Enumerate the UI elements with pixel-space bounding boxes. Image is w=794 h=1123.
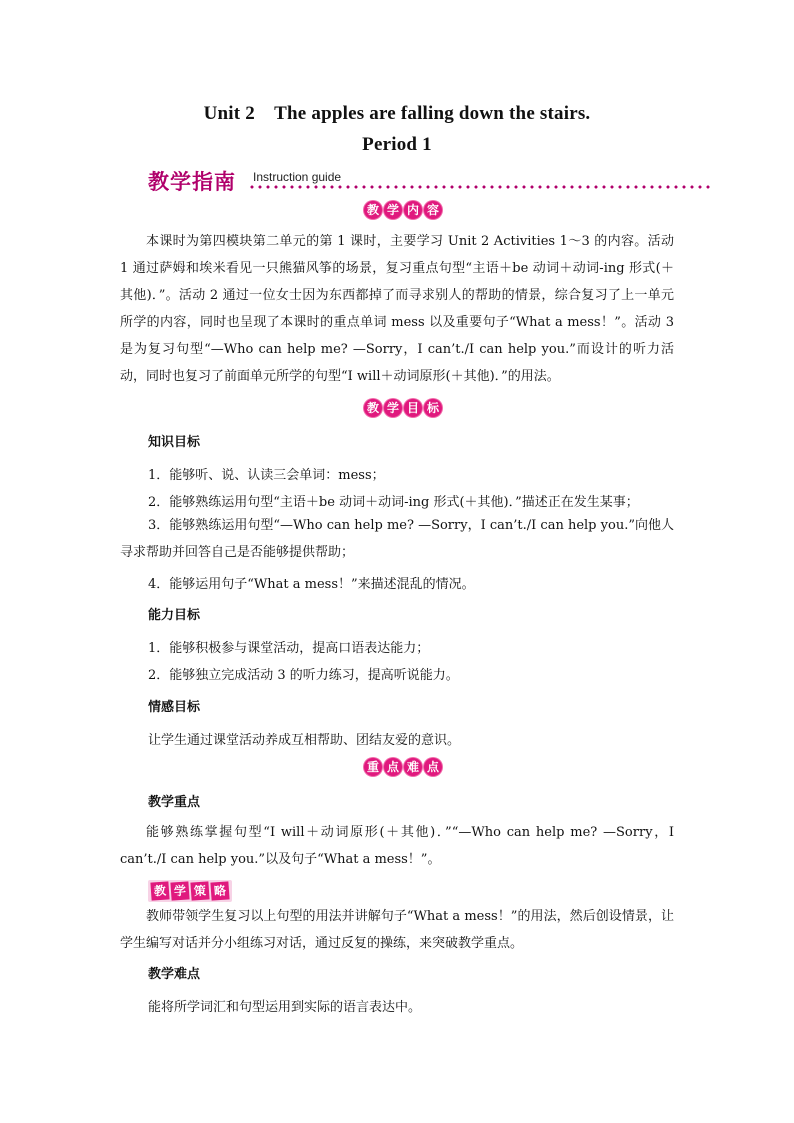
badge-char: 容 [424, 201, 442, 219]
badge-char: 略 [210, 881, 229, 900]
badge-char: 教 [364, 399, 382, 417]
difficulty-text: 能将所学词汇和句型运用到实际的语言表达中。 [148, 1000, 422, 1015]
knowledge-item: 1．能够听、说、认读三会单词：mess； [148, 468, 385, 483]
badge-char: 难 [404, 758, 422, 776]
badge-char: 重 [364, 758, 382, 776]
guide-en-label: Instruction guide [253, 170, 342, 184]
guide-cn-label: 教学指南 [148, 170, 236, 194]
content-paragraph: 本课时为第四模块第二单元的第 1 课时，主要学习 Unit 2 Activities 1～3 的内容。活动 1 通过萨姆和埃米看见一只熊猫风筝的场景，复习重点句型“主语＋be 动词＋动词-ing 形式(＋其他)．”。活动 2 通过一位女士因为东西都掉了而寻求别人的帮助的情景，综合复习了上一单元所学的内容，同时也呈现了本课时的重点单词 mess 以及重要句子“What a mess！”。活动 3 是为复习句型“—Who can help me? —Sorry，I can’t./I can help you.”而设计的听力活动，同时也复习了前面单元所学的句型“I will＋动词原形(＋其他)．”的用法。 [120, 234, 674, 384]
emotion-goals-heading: 情感目标 [148, 700, 201, 715]
badge-char: 教 [150, 881, 169, 900]
badge-char: 点 [384, 758, 402, 776]
strategy-text: 教师带领学生复习以上句型的用法并讲解句子“What a mess！”的用法，然后创设情景，让学生编写对话并分小组练习对话，通过反复的操练，来突破教学重点。 [120, 909, 674, 951]
instruction-guide-header [148, 166, 710, 196]
badge-char: 学 [170, 881, 189, 900]
knowledge-item: 2．能够熟练运用句型“主语＋be 动词＋动词-ing 形式(＋其他)．”描述正在发生某事； [148, 495, 639, 510]
knowledge-item: 3．能够熟练运用句型“—Who can help me? —Sorry，I can’t./I can help you.”向他人寻求帮助并回答自己是否能够提供帮助； [120, 518, 674, 560]
section-badge-teaching-goals [364, 399, 442, 417]
section-badge-teaching-content [364, 201, 442, 219]
difficulty-heading: 教学难点 [148, 967, 201, 982]
ability-item: 2．能够独立完成活动 3 的听力练习，提高听说能力。 [148, 668, 459, 683]
knowledge-goals-heading: 知识目标 [148, 435, 201, 450]
badge-char: 内 [404, 201, 422, 219]
section-badge-key-difficult [364, 758, 442, 776]
ability-item: 1．能够积极参与课堂活动，提高口语表达能力； [148, 641, 430, 656]
ability-goals-heading: 能力目标 [148, 608, 201, 623]
period-title: Period 1 [362, 134, 432, 155]
badge-char: 学 [384, 399, 402, 417]
emotion-text: 让学生通过课堂活动养成互相帮助、团结友爱的意识。 [148, 733, 461, 748]
strategy-badge [148, 880, 232, 902]
badge-char: 策 [190, 881, 209, 900]
badge-char: 目 [404, 399, 422, 417]
badge-char: 标 [424, 399, 442, 417]
badge-char: 点 [424, 758, 442, 776]
key-point-text: 能够熟练掌握句型“I will＋动词原形(＋其他)．”“—Who can help me? —Sorry，I can’t./I can help you.”以及句子“What a mess！”。 [120, 825, 674, 867]
dotted-divider [248, 185, 710, 189]
knowledge-item: 4．能够运用句子“What a mess！”来描述混乱的情况。 [148, 577, 475, 592]
key-point-heading: 教学重点 [148, 795, 201, 810]
unit-title: Unit 2 The apples are falling down the stairs. [203, 103, 591, 124]
badge-char: 教 [364, 201, 382, 219]
badge-char: 学 [384, 201, 402, 219]
